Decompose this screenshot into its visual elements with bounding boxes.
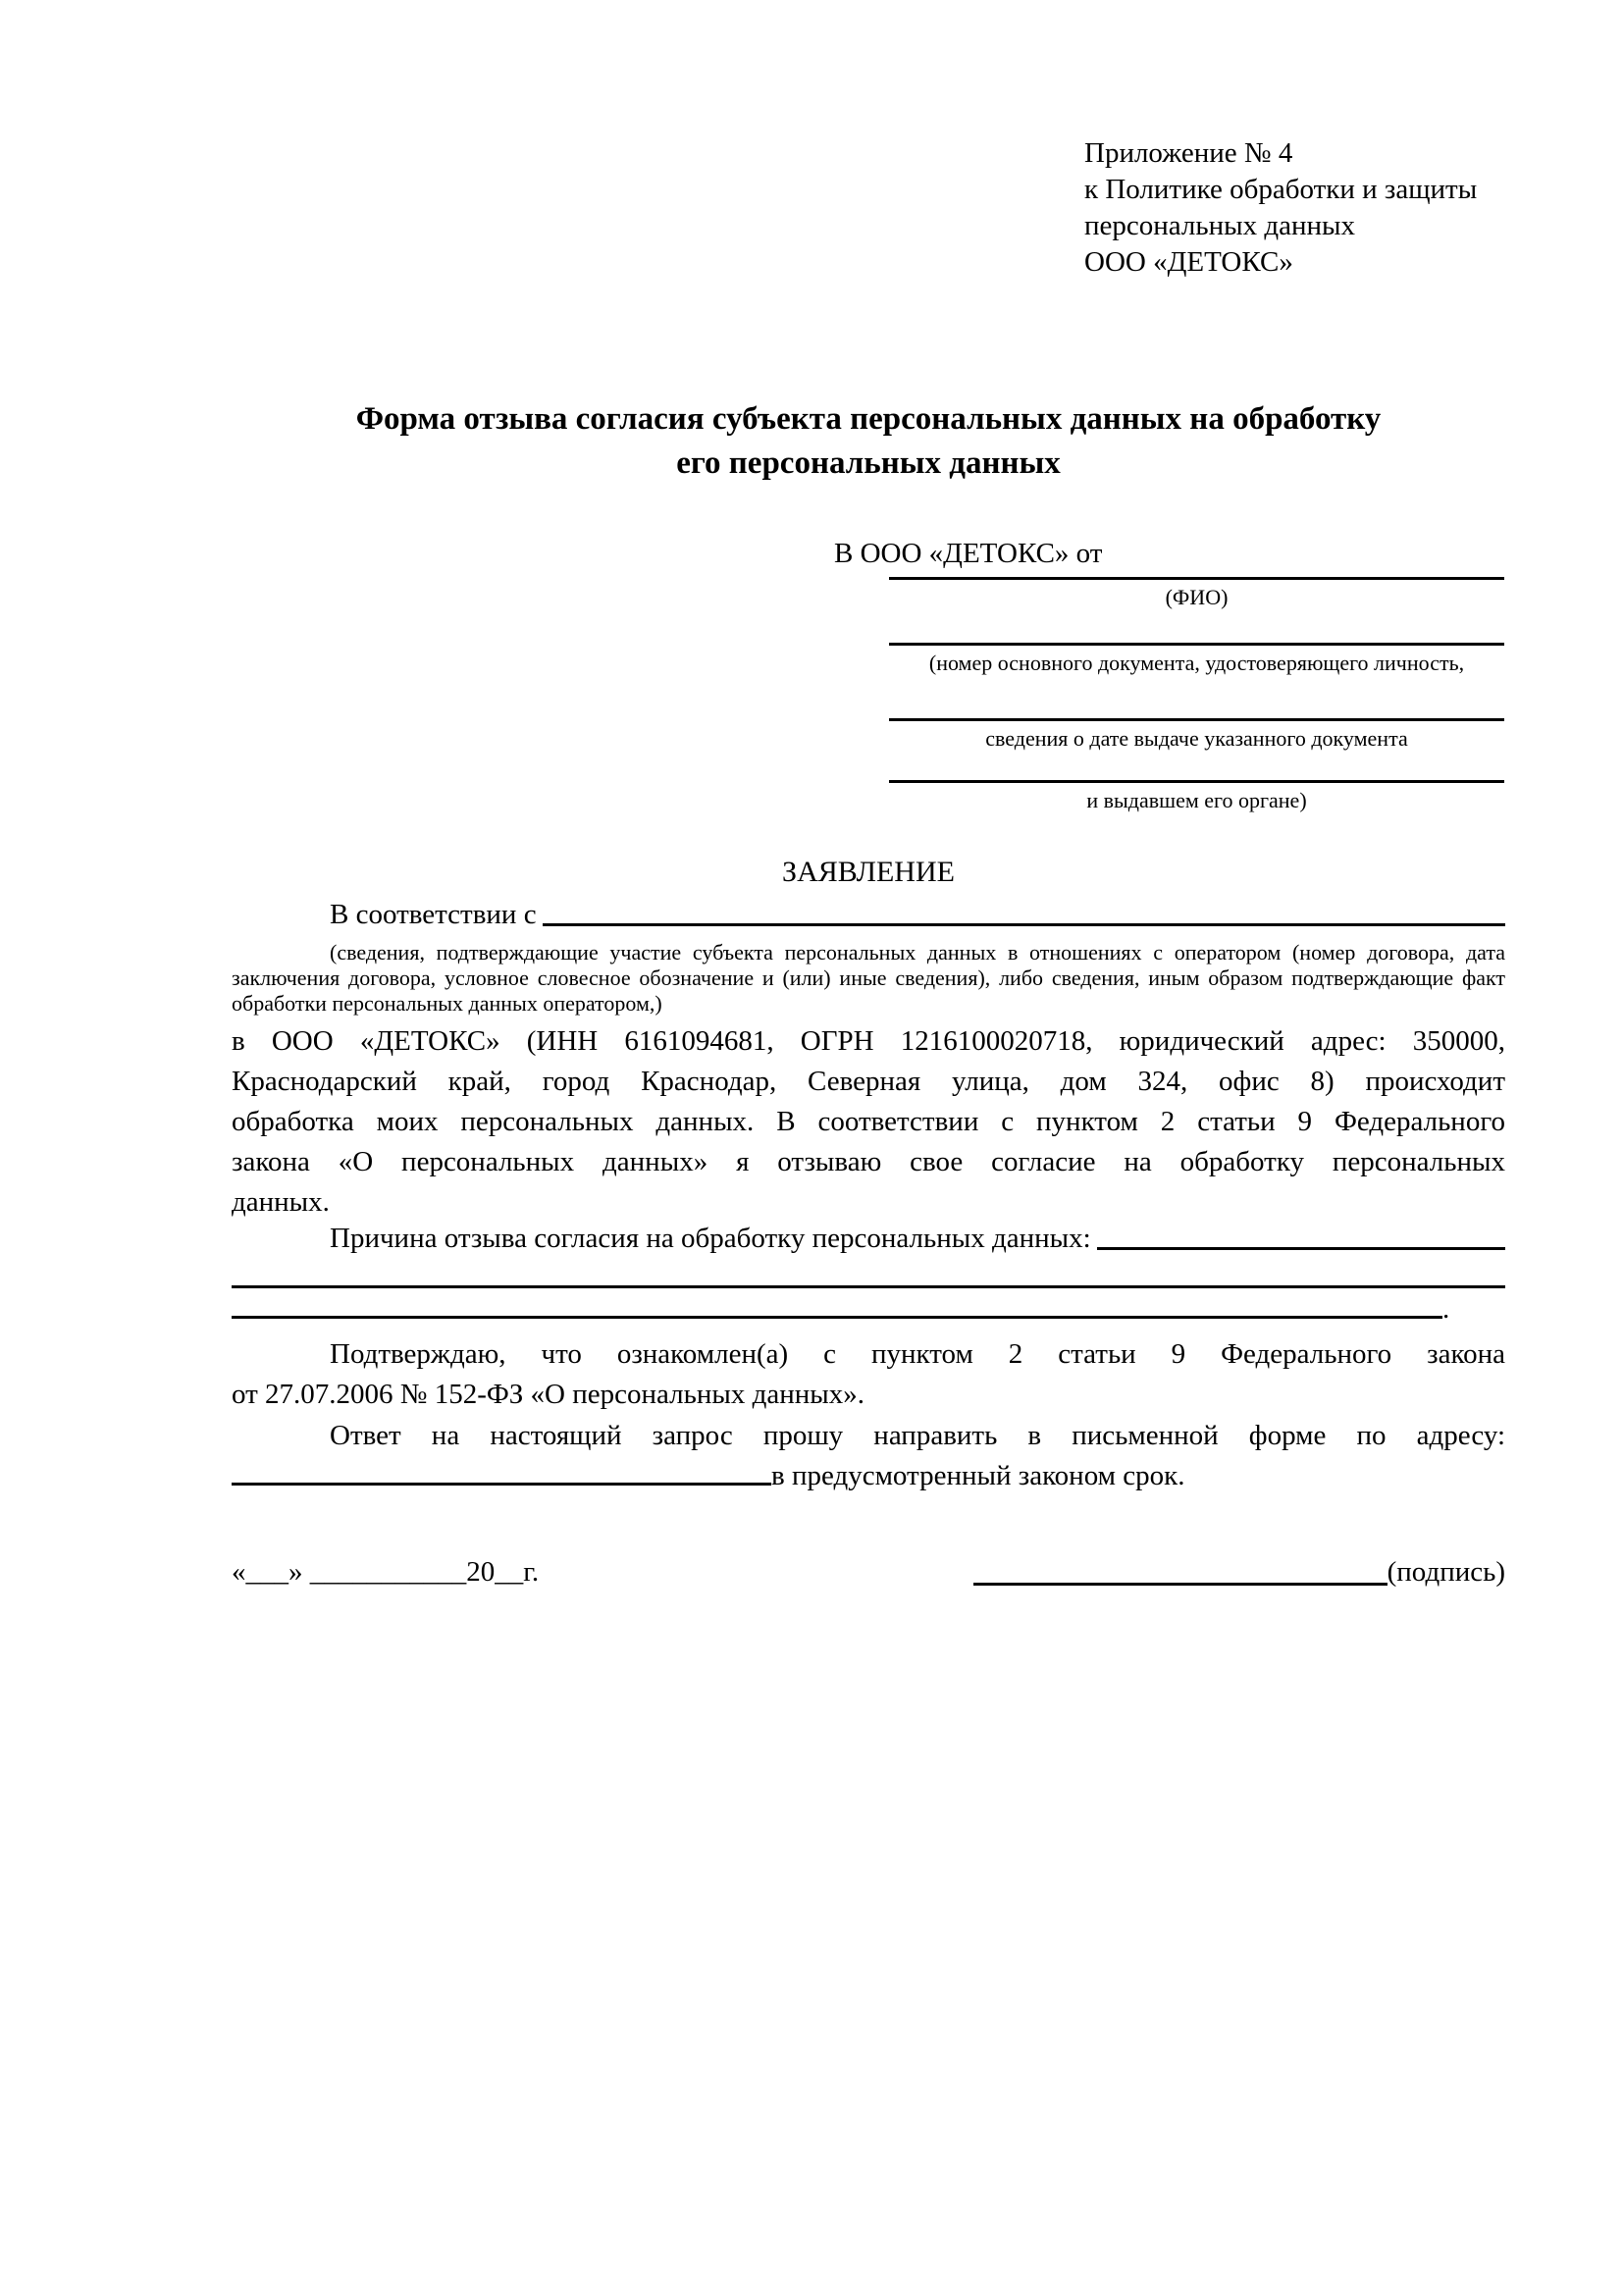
body-line: Краснодарский край, город Краснодар, Северная улица, дом 324, офис 8) происходит xyxy=(232,1066,1505,1097)
confirmation-line: от 27.07.2006 № 152-ФЗ «О персональных данных». xyxy=(232,1379,865,1410)
address-blank-line xyxy=(232,1456,771,1486)
body-line: обработка моих персональных данных. В соответствии с пунктом 2 статьи 9 Федерального xyxy=(232,1106,1505,1137)
body-line: закона «О персональных данных» я отзываю свое согласие на обработку персональных xyxy=(232,1146,1505,1177)
body-line: данных. xyxy=(232,1186,330,1218)
reason-blank-line-3-row xyxy=(232,1293,1505,1326)
confirmation-paragraph xyxy=(232,1334,1505,1415)
footnote-line: заключения договора, условное словесное обозначение и (или) иные сведения), либо сведения, иным образом подтверждающие факт xyxy=(232,965,1505,990)
appendix-header-line: Приложение № 4 xyxy=(1084,137,1293,169)
confirmation-line: Подтверждаю, что ознакомлен(а) с пунктом 2 статьи 9 Федерального закона xyxy=(330,1338,1505,1370)
reason-blank-line-2 xyxy=(232,1285,1505,1288)
appendix-header-line: к Политике обработки и защиты xyxy=(1084,174,1478,205)
body-line: в ООО «ДЕТОКС» (ИНН 6161094681, ОГРН 1216100020718, юридический адрес: 350000, xyxy=(232,1025,1505,1057)
issuer-blank-line xyxy=(889,780,1504,783)
reply-paragraph xyxy=(232,1416,1505,1496)
document-title-line: Форма отзыва согласия субъекта персональных данных на обработку xyxy=(355,401,1382,437)
document-number-blank-line xyxy=(889,643,1504,646)
fio-caption: (ФИО) xyxy=(1165,585,1229,609)
footnote-paragraph xyxy=(232,940,1505,1017)
intro-blank-line xyxy=(543,899,1505,926)
reason-label: Причина отзыва согласия на обработку персональных данных: xyxy=(330,1223,1091,1254)
document-title-line: его персональных данных xyxy=(676,445,1061,481)
signature-row xyxy=(232,1556,1505,1589)
issue-date-blank-line xyxy=(889,718,1504,721)
appendix-header xyxy=(1084,135,1477,281)
statement-heading: ЗАЯВЛЕНИЕ xyxy=(782,856,955,888)
reason-row xyxy=(232,1223,1505,1255)
reply-line: Ответ на настоящий запрос прошу направить в письменной форме по адресу: xyxy=(330,1420,1505,1451)
reason-blank-line-3 xyxy=(232,1293,1442,1319)
signature-blank-line xyxy=(973,1556,1387,1586)
issue-date-caption: сведения о дате выдаче указанного документа xyxy=(985,726,1408,751)
addressee-to-line: В ООО «ДЕТОКС» от xyxy=(834,538,1103,569)
document-number-caption: (номер основного документа, удостоверяющего личность, xyxy=(928,651,1465,675)
blank-line-period: . xyxy=(1442,1293,1450,1325)
footnote-line: (сведения, подтверждающие участие субъекта персональных данных в отношениях с оператором (номер договора, дата xyxy=(330,940,1505,965)
signature-caption: (подпись) xyxy=(1387,1556,1505,1588)
date-blank: «___» ___________20__г. xyxy=(232,1556,540,1588)
appendix-header-line: ООО «ДЕТОКС» xyxy=(1084,246,1293,278)
signature-group xyxy=(973,1556,1505,1589)
fio-blank-line xyxy=(889,577,1504,580)
document-title xyxy=(232,397,1505,486)
intro-row xyxy=(232,899,1505,931)
issuer-caption: и выдавшем его органе) xyxy=(1086,788,1307,812)
reason-blank-line xyxy=(1097,1223,1505,1250)
body-paragraph xyxy=(232,1021,1505,1223)
reply-address-row xyxy=(232,1456,1505,1496)
appendix-header-line: персональных данных xyxy=(1084,210,1356,241)
footnote-line: обработки персональных данных оператором,) xyxy=(232,991,662,1016)
reply-tail: в предусмотренный законом срок. xyxy=(771,1460,1185,1491)
intro-label: В соответствии с xyxy=(330,899,537,930)
